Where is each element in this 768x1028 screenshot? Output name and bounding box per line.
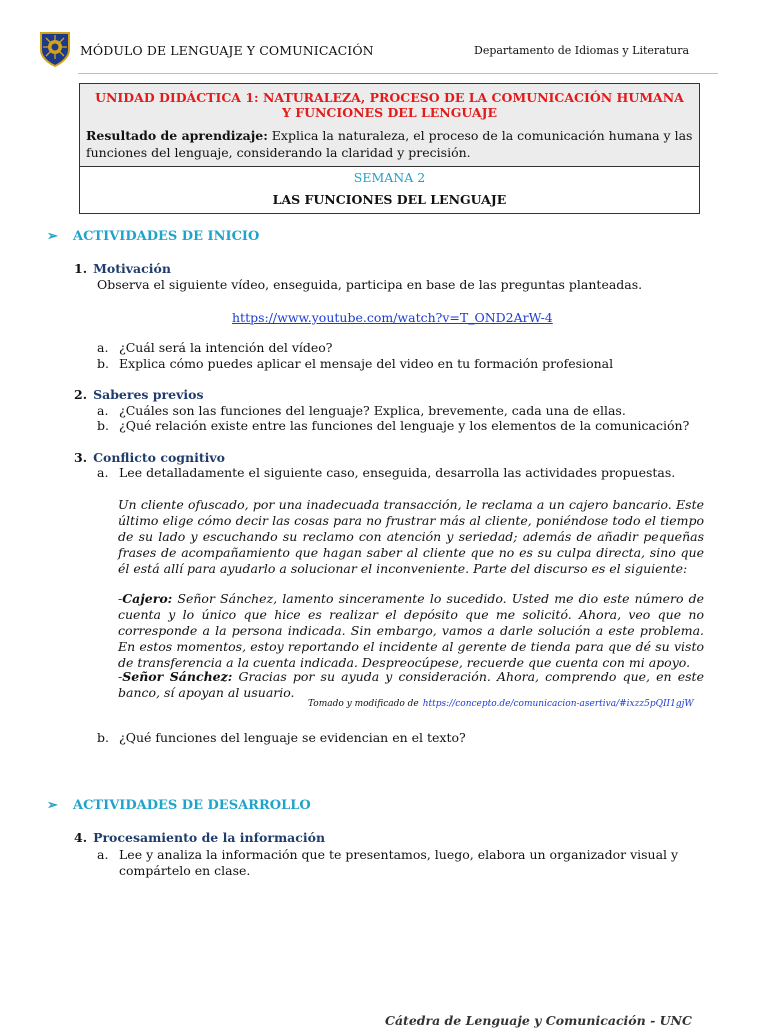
senor-text: Gracias por su ayuda y consideración. Ahora, comprendo que, en este banco, sí apoyan al usuario. <box>118 669 704 700</box>
saberes-number: 2. <box>74 387 88 402</box>
saberes-heading <box>74 387 203 402</box>
unit-title-line2: Y FUNCIONES DEL LENGUAJE <box>281 105 498 120</box>
source-credit <box>308 699 694 709</box>
conflicto-heading <box>74 450 225 465</box>
motivacion-item-b-text: Explica cómo puedes aplicar el mensaje del video en tu formación profesional <box>119 356 614 371</box>
arrow-bullet-icon: ➢ <box>47 229 58 244</box>
section-desarrollo-title: ACTIVIDADES DE DESARROLLO <box>73 798 311 813</box>
motivacion-number: 1. <box>74 261 88 276</box>
motivacion-item-b: b. Explica cómo puedes aplicar el mensaje del video en tu formación profesional <box>97 356 614 371</box>
motivacion-label: Motivación <box>93 261 171 276</box>
university-seal-logo <box>38 30 72 68</box>
department-name: Departamento de Idiomas y Literatura <box>474 44 690 57</box>
saberes-item-a: a. ¿Cuáles son las funciones del lenguaje? Explica, brevemente, cada una de ellas. <box>97 403 626 418</box>
unit-box <box>79 83 700 214</box>
unit-title <box>86 90 693 120</box>
saberes-item-b: b. ¿Qué relación existe entre las funciones del lenguaje y los elementos de la comunicación? <box>97 418 690 433</box>
procesamiento-heading <box>74 830 325 845</box>
motivacion-item-a-text: ¿Cuál será la intención del vídeo? <box>119 340 333 355</box>
senor-label: Señor Sánchez: <box>122 669 233 684</box>
conflicto-label: Conflicto cognitivo <box>93 450 225 465</box>
procesamiento-item-a: a. Lee y analiza la información que te presentamos, luego, elabora un organizador visual y compártelo en clase. <box>97 847 707 879</box>
conflicto-item-a-text: Lee detalladamente el siguiente caso, enseguida, desarrolla las actividades propuestas. <box>119 465 676 480</box>
cajero-text: Señor Sánchez, lamento sinceramente lo sucedido. Usted me dio este número de cuenta y lo único que hice es realizar el depósito que me solicitó. Ahora, veo que no corresponde a la persona indicada. Sin embargo, vamos a darle solución a este problema. En estos momentos, estoy reportando el incidente al gerente de tienda para que dé su visto de transferencia a la cuenta indicada. Despreocúpese, recuerde que cuenta con mi apoyo. <box>118 591 704 670</box>
conflicto-number: 3. <box>74 450 88 465</box>
unit-box-header <box>80 84 699 167</box>
motivacion-item-a: a. ¿Cuál será la intención del vídeo? <box>97 340 333 355</box>
section-inicio <box>47 229 259 244</box>
procesamiento-number: 4. <box>74 830 88 845</box>
page-footer: Cátedra de Lenguaje y Comunicación - UNC <box>385 1013 692 1028</box>
saberes-item-a-text: ¿Cuáles son las funciones del lenguaje? Explica, brevemente, cada una de ellas. <box>119 403 626 418</box>
learning-result-text: Explica la naturaleza, el proceso de la comunicación humana y las funciones del lenguaje, considerando la claridad y precisión. <box>86 128 693 160</box>
video-link[interactable]: https://www.youtube.com/watch?v=T_OND2ArW-4 <box>232 310 553 325</box>
procesamiento-label: Procesamiento de la información <box>93 830 326 845</box>
conflicto-item-b-text: ¿Qué funciones del lenguaje se evidencian en el texto? <box>119 730 466 745</box>
saberes-item-b-text: ¿Qué relación existe entre las funciones del lenguaje y los elementos de la comunicación? <box>119 418 690 433</box>
section-desarrollo <box>47 798 311 813</box>
case-cajero: -Cajero: Señor Sánchez, lamento sinceramente lo sucedido. Usted me dio este número de cuenta y lo único que hice es realizar el depósito que me solicitó. Ahora, veo que no corresponde a la persona indicada. Sin embargo, vamos a darle solución a este problema. En estos momentos, estoy reportando el incidente al gerente de tienda para que dé su visto de transferencia a la cuenta indicada. Despreocúpese, recuerde que cuenta con mi apoyo. <box>118 591 704 670</box>
learning-result-label: Resultado de aprendizaje: <box>86 128 268 143</box>
week-title: LAS FUNCIONES DEL LENGUAJE <box>272 192 507 207</box>
unit-title-line1: UNIDAD DIDÁCTICA 1: NATURALEZA, PROCESO DE LA COMUNICACIÓN HUMANA <box>95 90 684 105</box>
conflicto-item-a: a. Lee detalladamente el siguiente caso, enseguida, desarrolla las actividades propuestas. <box>97 465 676 480</box>
arrow-bullet-icon: ➢ <box>47 798 58 813</box>
cajero-label: Cajero: <box>122 591 173 606</box>
saberes-label: Saberes previos <box>93 387 204 402</box>
source-credit-link[interactable]: https://concepto.de/comunicacion-asertiva/#ixzz5pQII1gjW <box>422 699 694 709</box>
conflicto-item-b: b. ¿Qué funciones del lenguaje se evidencian en el texto? <box>97 730 466 745</box>
header-divider <box>78 73 718 74</box>
section-inicio-title: ACTIVIDADES DE INICIO <box>73 229 260 244</box>
module-title: MÓDULO DE LENGUAJE Y COMUNICACIÓN <box>80 43 374 58</box>
case-intro: Un cliente ofuscado, por una inadecuada transacción, le reclama a un cajero bancario. Este último elige cómo decir las cosas para no frustrar más al cliente, poniéndose todo el tiempo de su lado y escuchando su reclamo con atención y seriedad; además de añadir pequeñas frases de acompañamiento que hagan saber al cliente que no es su culpa directa, sino que él está allí para ayudarlo a solucionar el inconveniente. Parte del discurso es el siguiente: <box>118 497 704 576</box>
case-senor: -Señor Sánchez: Gracias por su ayuda y consideración. Ahora, comprendo que, en este banco, sí apoyan al usuario. <box>118 669 704 700</box>
procesamiento-item-a-text: Lee y analiza la información que te presentamos, luego, elabora un organizador visual y compártelo en clase. <box>119 847 679 878</box>
motivacion-heading <box>74 261 171 276</box>
motivacion-text: Observa el siguiente vídeo, enseguida, participa en base de las preguntas planteadas. <box>97 277 643 292</box>
learning-result <box>86 127 696 161</box>
week-label: SEMANA 2 <box>353 170 426 185</box>
source-credit-label: Tomado y modificado de <box>308 699 419 709</box>
